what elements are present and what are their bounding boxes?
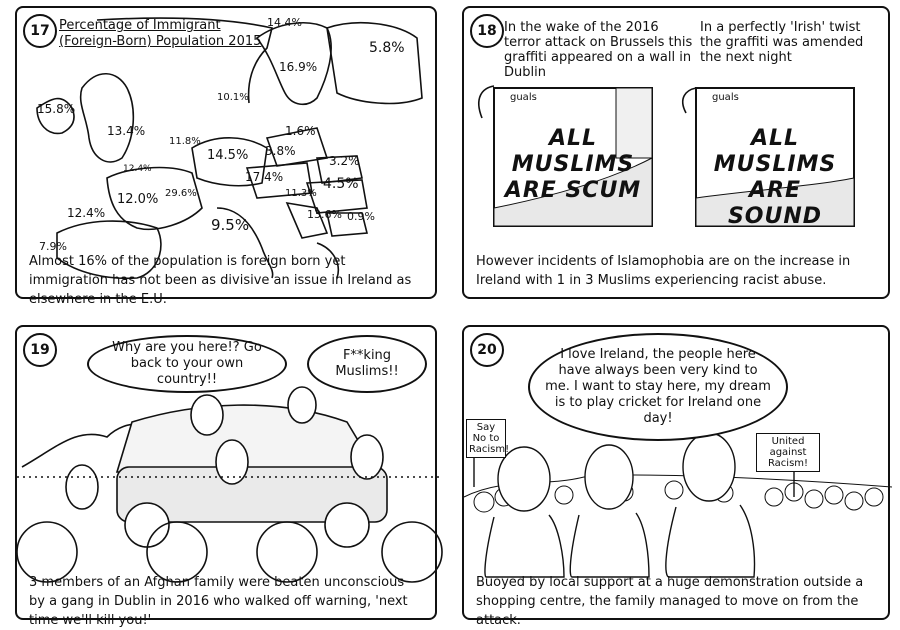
label-belgium: 12.4% — [123, 164, 152, 174]
speech-bubble-2: F**king Muslims!! — [307, 335, 427, 393]
panel-17-caption: Almost 16% of the population is foreign born yet immigration has not been as divisive an issue in Ireland as elsewhere in the E.U. — [29, 254, 412, 307]
map-title — [59, 18, 261, 50]
speech-bubble-1: Why are you here!? Go back to your own country!! — [87, 335, 287, 393]
graffiti-left-line2: ARE SCUM — [504, 178, 642, 203]
label-lithuania: 1.6% — [285, 124, 316, 138]
label-portugal: 7.9% — [39, 240, 67, 253]
label-uk: 13.4% — [107, 124, 146, 138]
label-switzerland: 29.6% — [165, 188, 197, 199]
label-czechia: 17.4% — [245, 170, 284, 184]
speech-bubble: I love Ireland, the people here have always been very kind to me. I want to stay here, my dream is to play cricket for Ireland one day! — [528, 333, 788, 441]
panel-number: 20 — [470, 333, 504, 367]
wall-tag-right: guals — [712, 92, 739, 103]
label-poland: 3.8% — [265, 144, 296, 158]
protest-sign-right: United against Racism! — [756, 433, 820, 472]
graffiti-right-line2: ARE SOUND — [727, 178, 823, 229]
note-right: In a perfectly 'Irish' twist the graffiti was amended the next night — [700, 20, 864, 65]
protest-sign-left: Say No to Racism! — [466, 419, 506, 458]
label-croatia: 11.3% — [285, 188, 317, 199]
panel-20 — [462, 325, 890, 628]
label-hungary: 4.5% — [323, 176, 359, 192]
panel-number: 19 — [23, 333, 57, 367]
graffiti-right — [700, 126, 850, 230]
panel-19 — [15, 325, 437, 628]
panel-number: 17 — [23, 14, 57, 48]
label-estonia: 14.4% — [267, 16, 302, 29]
panel-19-caption: 3 members of an Afghan family were beaten unconscious by a gang in Dublin in 2016 who walked off warning, 'next time we'll kill you!' — [29, 575, 408, 628]
label-bulgaria: 0.9% — [347, 210, 375, 223]
panel-18 — [462, 6, 890, 299]
uk-shape — [81, 74, 134, 162]
label-netherlands: 11.8% — [169, 136, 201, 147]
label-spain: 9.5% — [211, 216, 250, 234]
graffiti-right-line1: ALL MUSLIMS — [713, 126, 837, 177]
map-title-line2: (Foreign-Born) Population 2015 — [59, 34, 262, 49]
panel-17 — [15, 6, 437, 307]
graffiti-left — [498, 126, 648, 204]
label-slovakia: 3.2% — [329, 154, 360, 168]
label-france: 12.0% — [117, 192, 159, 207]
label-greece: 13.6% — [307, 208, 342, 221]
panel-number: 18 — [470, 14, 504, 48]
label-ireland: 15.8% — [37, 102, 76, 116]
finland-russia-shape — [327, 23, 422, 104]
label-finland: 5.8% — [369, 40, 405, 56]
label-sweden: 16.9% — [279, 60, 318, 74]
wall-tag-left: guals — [510, 92, 537, 103]
graffiti-left-line1: ALL MUSLIMS — [511, 126, 635, 177]
note-left: In the wake of the 2016 terror attack on Brussels this graffiti appeared on a wall in Dublin — [504, 20, 693, 80]
label-germany: 14.5% — [207, 148, 249, 163]
label-denmark: 10.1% — [217, 92, 249, 103]
panel-20-caption: Buoyed by local support at a huge demonstration outside a shopping centre, the family managed to move on from the attack. — [476, 575, 864, 628]
label-italy: 12.4% — [67, 206, 106, 220]
map-title-line1: Percentage of Immigrant — [59, 18, 221, 33]
panel-18-caption: However incidents of Islamophobia are on the increase in Ireland with 1 in 3 Muslims experiencing racist abuse. — [476, 254, 851, 288]
